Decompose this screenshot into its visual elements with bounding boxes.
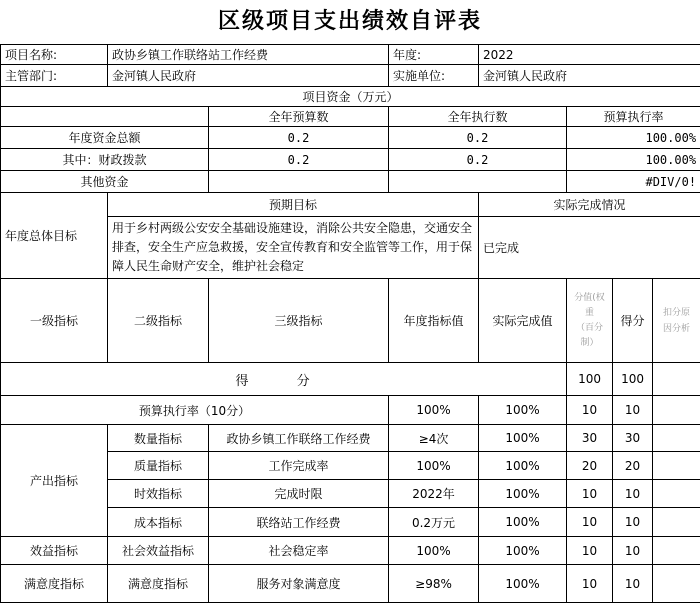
funds-header: 项目资金（万元） — [1, 87, 700, 107]
benefit-l1: 效益指标 — [1, 537, 108, 565]
funds-row-other — [1, 171, 700, 193]
expected-header: 预期目标 — [108, 193, 479, 217]
funds-row-rate: 100.00% — [567, 127, 700, 149]
output-score: 20 — [613, 452, 653, 480]
header-weight — [567, 279, 613, 363]
output-score: 30 — [613, 425, 653, 452]
output-l3: 联络站工作经费 — [209, 508, 389, 537]
output-weight: 10 — [567, 480, 613, 508]
budget-exec-target: 100% — [389, 396, 479, 425]
output-row — [1, 425, 700, 452]
funds-row-total — [1, 127, 700, 149]
unit-value: 金河镇人民政府 — [479, 65, 700, 87]
output-label: 产出指标 — [1, 425, 108, 537]
funds-row-exec: 0.2 — [389, 149, 567, 171]
evaluation-table — [0, 44, 700, 603]
output-target: ≥4次 — [389, 425, 479, 452]
budget-exec-deduct — [653, 396, 700, 425]
funds-row-rate: #DIV/0! — [567, 171, 700, 193]
info-row-dept — [1, 65, 700, 87]
satisfaction-l2: 满意度指标 — [108, 565, 209, 603]
funds-header-row — [1, 87, 700, 107]
budget-exec-row — [1, 396, 700, 425]
benefit-actual: 100% — [479, 537, 567, 565]
goal-label: 年度总体目标 — [1, 193, 108, 279]
output-l3: 工作完成率 — [209, 452, 389, 480]
header-weight-line: （百分 — [576, 322, 604, 333]
output-deduct — [653, 508, 700, 537]
benefit-l2: 社会效益指标 — [108, 537, 209, 565]
output-l3: 政协乡镇工作联络工作经费 — [209, 425, 389, 452]
header-actual: 实际完成值 — [479, 279, 567, 363]
col-exec: 全年执行数 — [389, 107, 567, 127]
col-rate: 预算执行率 — [567, 107, 700, 127]
output-l2: 时效指标 — [108, 480, 209, 508]
output-actual: 100% — [479, 425, 567, 452]
output-actual: 100% — [479, 452, 567, 480]
funds-row-budget: 0.2 — [209, 127, 389, 149]
funds-row-budget — [209, 171, 389, 193]
output-deduct — [653, 480, 700, 508]
budget-exec-actual: 100% — [479, 396, 567, 425]
dept-label: 主管部门: — [1, 65, 108, 87]
budget-exec-label: 预算执行率（10分） — [1, 396, 389, 425]
satisfaction-l1: 满意度指标 — [1, 565, 108, 603]
benefit-weight: 10 — [567, 537, 613, 565]
header-weight-line: 分值(权 — [574, 292, 605, 303]
satisfaction-actual: 100% — [479, 565, 567, 603]
output-l2: 成本指标 — [108, 508, 209, 537]
output-weight: 10 — [567, 508, 613, 537]
output-target: 2022年 — [389, 480, 479, 508]
output-l2: 质量指标 — [108, 452, 209, 480]
output-score: 10 — [613, 480, 653, 508]
funds-column-row — [1, 107, 700, 127]
satisfaction-row — [1, 565, 700, 603]
header-weight-line: 制） — [580, 337, 599, 348]
funds-row-rate: 100.00% — [567, 149, 700, 171]
dept-value: 金河镇人民政府 — [108, 65, 389, 87]
header-l1: 一级指标 — [1, 279, 108, 363]
header-deduct-line: 扣分原 — [663, 307, 691, 318]
unit-label: 实施单位: — [389, 65, 479, 87]
output-weight: 30 — [567, 425, 613, 452]
total-label: 得 分 — [1, 363, 567, 396]
output-score: 10 — [613, 508, 653, 537]
info-row-project — [1, 45, 700, 65]
satisfaction-score: 10 — [613, 565, 653, 603]
header-weight-line: 重 — [585, 307, 595, 318]
project-label: 项目名称: — [1, 45, 108, 65]
header-deduct-line: 因分析 — [663, 323, 691, 334]
benefit-target: 100% — [389, 537, 479, 565]
funds-blank-cell — [1, 107, 209, 127]
actual-header: 实际完成情况 — [479, 193, 700, 217]
header-target: 年度指标值 — [389, 279, 479, 363]
output-deduct — [653, 425, 700, 452]
year-value: 2022 — [479, 45, 700, 65]
funds-row-exec: 0.2 — [389, 127, 567, 149]
output-l3: 完成时限 — [209, 480, 389, 508]
funds-row-budget: 0.2 — [209, 149, 389, 171]
funds-row-exec — [389, 171, 567, 193]
output-l2: 数量指标 — [108, 425, 209, 452]
output-deduct — [653, 452, 700, 480]
year-label: 年度: — [389, 45, 479, 65]
project-value: 政协乡镇工作联络站工作经费 — [108, 45, 389, 65]
output-weight: 20 — [567, 452, 613, 480]
satisfaction-target: ≥98% — [389, 565, 479, 603]
header-score: 得分 — [613, 279, 653, 363]
header-deduct — [653, 279, 700, 363]
benefit-row — [1, 537, 700, 565]
page-title: 区级项目支出绩效自评表 — [217, 9, 482, 34]
header-l3: 三级指标 — [209, 279, 389, 363]
funds-row-fiscal — [1, 149, 700, 171]
funds-row-label: 其他资金 — [1, 171, 209, 193]
goal-header-row — [1, 193, 700, 217]
benefit-deduct — [653, 537, 700, 565]
indicator-header-row — [1, 279, 700, 363]
budget-exec-weight: 10 — [567, 396, 613, 425]
benefit-score: 10 — [613, 537, 653, 565]
total-deduct — [653, 363, 700, 396]
output-actual: 100% — [479, 480, 567, 508]
output-target: 0.2万元 — [389, 508, 479, 537]
satisfaction-weight: 10 — [567, 565, 613, 603]
benefit-l3: 社会稳定率 — [209, 537, 389, 565]
col-budget: 全年预算数 — [209, 107, 389, 127]
funds-row-label: 其中：财政拨款 — [1, 149, 209, 171]
budget-exec-score: 10 — [613, 396, 653, 425]
satisfaction-deduct — [653, 565, 700, 603]
satisfaction-l3: 服务对象满意度 — [209, 565, 389, 603]
total-row — [1, 363, 700, 396]
total-weight: 100 — [567, 363, 613, 396]
output-actual: 100% — [479, 508, 567, 537]
header-l2: 二级指标 — [108, 279, 209, 363]
expected-text: 用于乡村两级公安安全基础设施建设，消除公共安全隐患，交通安全排查，安全生产应急救援，安全宣传教育和安全监管等工作，用于保障人民生命财产安全，维护社会稳定 — [108, 217, 479, 279]
total-score: 100 — [613, 363, 653, 396]
funds-row-label: 年度资金总额 — [1, 127, 209, 149]
actual-text: 已完成 — [479, 217, 700, 279]
output-target: 100% — [389, 452, 479, 480]
